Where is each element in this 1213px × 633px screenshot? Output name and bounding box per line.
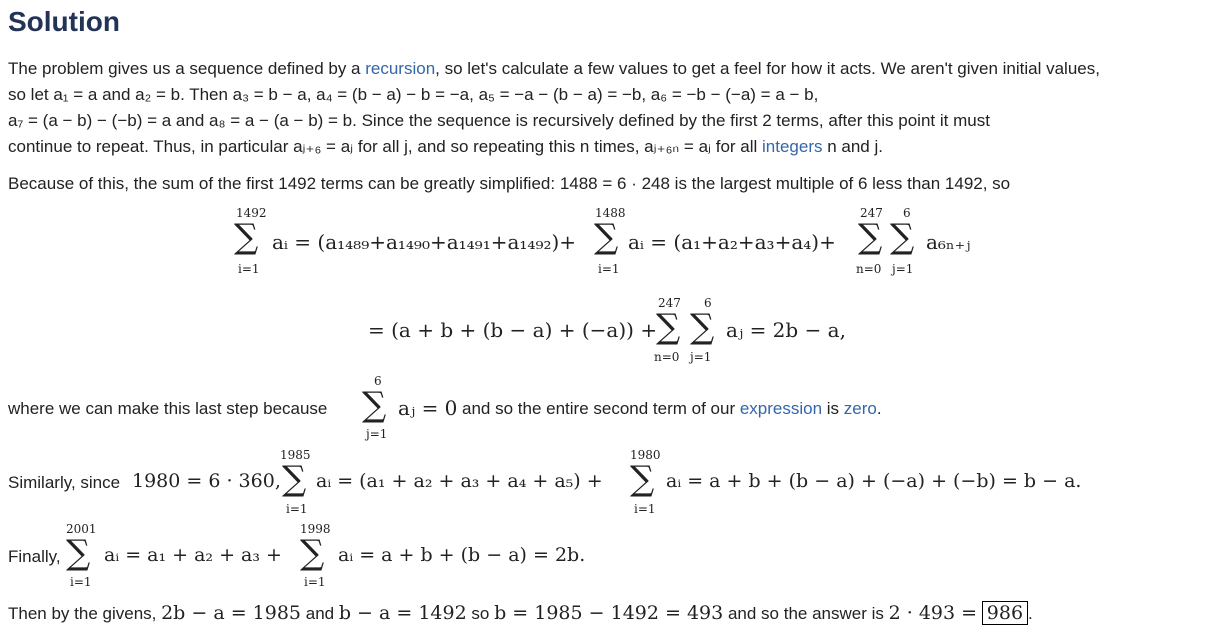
sum-upper-limit: 1980 [630, 448, 661, 462]
equation-1-lead: aᵢ = (a₁₄₈₉+a₁₄₉₀+a₁₄₉₁+a₁₄₉₂)+ [272, 230, 577, 254]
paragraph-1-line-3: a₇ = (a − b) − (−b) = a and a₈ = a − (a − b) = b. Since the sequence is recursively defined by the first 2 terms, after this point it must [8, 111, 990, 130]
math: aᵢ = a + b + (b − a) + (−a) + (−b) = b − a. [666, 470, 1082, 492]
sum-upper-limit: 1492 [236, 206, 267, 220]
text: Similarly, since [8, 473, 121, 492]
math: b − a = 1492 [338, 602, 467, 624]
math: aᵢ = a + b + (b − a) = 2b. [338, 544, 586, 566]
sum-upper-limit: 1998 [300, 522, 331, 536]
sum-upper-limit: 1985 [280, 448, 311, 462]
sum-upper-limit: 2001 [66, 522, 97, 536]
sigma-icon: ∑ [234, 217, 259, 257]
sum-lower-limit: i=1 [286, 502, 308, 516]
text: Then by the givens, [8, 604, 162, 623]
text: , so let's calculate a few values to get a feel for how it acts. We aren't given initial values, [435, 59, 1100, 78]
text: Finally, [8, 547, 61, 566]
math: b = 1985 − 1492 = 493 [494, 602, 724, 624]
equation-2-tail: aⱼ = 2b − a, [726, 318, 846, 342]
paragraph-1-line-1 [8, 56, 1100, 82]
page-title: Solution [8, 6, 120, 37]
paragraph-1-line-2: so let a₁ = a and a₂ = b. Then a₃ = b − a, a₄ = (b − a) − b = −a, a₅ = −a − (b − a) = −b, a₆ = −b − (−a) = a − b, [8, 85, 819, 104]
text: and [301, 604, 339, 623]
sum-lower-limit: j=1 [892, 262, 914, 276]
text: is [822, 399, 844, 418]
text: so [466, 604, 495, 623]
sigma-icon: ∑ [66, 533, 91, 573]
link-integers[interactable]: integers [762, 137, 823, 156]
math: aⱼ = 0 [398, 396, 458, 420]
sum-upper-limit: 247 [658, 296, 681, 310]
text: . [1028, 604, 1033, 623]
text: The problem gives us a sequence defined by a [8, 59, 366, 78]
math: 2b − a = 1985 [161, 602, 302, 624]
text: . [876, 399, 882, 418]
paragraph-2: Because of this, the sum of the first 1492 terms can be greatly simplified: 1488 = 6 · 248 is the largest multiple of 6 less than 1492, so [8, 174, 1011, 193]
math: 2 · 493 = [888, 602, 978, 624]
sigma-icon: ∑ [858, 217, 883, 257]
text: n and j. [822, 137, 883, 156]
sum-upper-limit: 1488 [595, 206, 626, 220]
sum-lower-limit: j=1 [690, 350, 712, 364]
sigma-icon: ∑ [656, 307, 681, 347]
sum-lower-limit: i=1 [634, 502, 656, 516]
equation-1-tail: a₆ₙ₊ⱼ [926, 230, 971, 254]
link-expression[interactable]: expression [739, 399, 823, 418]
text: and so the answer is [723, 604, 889, 623]
equation-2-lead: = (a + b + (b − a) + (−a)) + [368, 318, 658, 342]
sum-upper-limit: 6 [374, 374, 382, 388]
text: where we can make this last step because [8, 399, 328, 418]
sum-upper-limit: 6 [903, 206, 911, 220]
sigma-icon: ∑ [630, 459, 655, 499]
answer-box: 986 [982, 601, 1028, 625]
sum-upper-limit: 247 [860, 206, 883, 220]
sum-lower-limit: i=1 [304, 575, 326, 589]
math: 1980 = 6 · 360, [132, 470, 281, 492]
text: and so the entire second term of our [462, 399, 740, 418]
sum-lower-limit: n=0 [654, 350, 680, 364]
equation-1-mid: aᵢ = (a₁+a₂+a₃+a₄)+ [628, 230, 836, 254]
sum-lower-limit: i=1 [238, 262, 260, 276]
link-recursion[interactable]: recursion [365, 59, 436, 78]
math: aᵢ = (a₁ + a₂ + a₃ + a₄ + a₅) + [316, 470, 603, 492]
sigma-icon: ∑ [282, 459, 307, 499]
paragraph-3-rest [462, 396, 882, 422]
paragraph-1-line-4 [8, 134, 883, 160]
sigma-icon: ∑ [300, 533, 325, 573]
math: aᵢ = a₁ + a₂ + a₃ + [104, 544, 282, 566]
sum-upper-limit: 6 [704, 296, 712, 310]
paragraph-6 [8, 600, 1033, 627]
sigma-icon: ∑ [362, 385, 387, 425]
sigma-icon: ∑ [594, 217, 619, 257]
sum-lower-limit: j=1 [366, 427, 388, 441]
text: continue to repeat. Thus, in particular aⱼ₊₆ = aⱼ for all j, and so repeating this n times, aⱼ₊₆ₙ = aⱼ for all [8, 137, 763, 156]
sum-lower-limit: n=0 [856, 262, 882, 276]
link-zero[interactable]: zero [843, 399, 877, 418]
sigma-icon: ∑ [690, 307, 715, 347]
sum-lower-limit: i=1 [70, 575, 92, 589]
sigma-icon: ∑ [890, 217, 915, 257]
sum-lower-limit: i=1 [598, 262, 620, 276]
